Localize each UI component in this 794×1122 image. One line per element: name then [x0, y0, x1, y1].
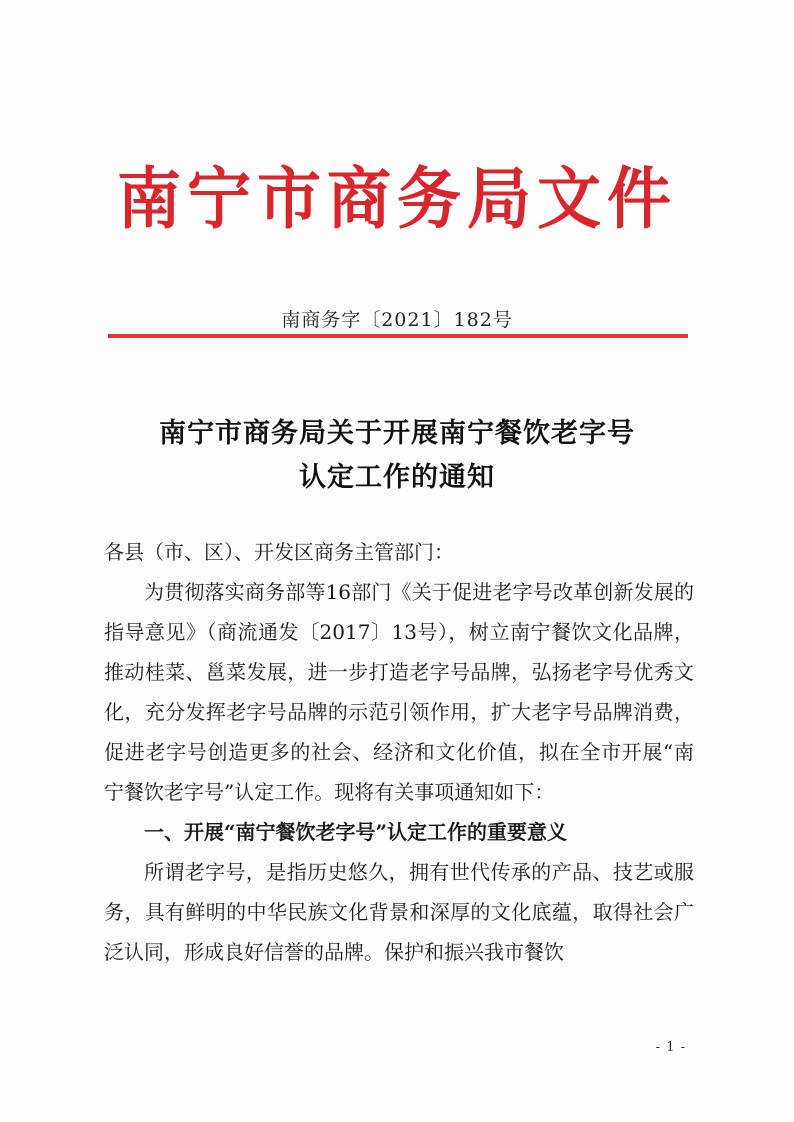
paragraph-intro: 为贯彻落实商务部等16部门《关于促进老字号改革创新发展的指导意见》（商流通发〔2017〕13号），树立南宁餐饮文化品牌，推动桂菜、邕菜发展，进一步打造老字号品牌，弘扬老字号优秀文化，充分发挥老字号品牌的示范引领作用，扩大老字号品牌消费，促进老字号创造更多的社会、经济和文化价值，拟在全市开展“南宁餐饮老字号”认定工作。现将有关事项通知如下：: [104, 580, 694, 804]
document-number: 南商务字〔2021〕182号: [281, 309, 513, 331]
red-divider-line: [108, 334, 688, 338]
document-title: [0, 412, 794, 500]
paragraph-section-1: 所谓老字号，是指历史悠久，拥有世代传承的产品、技艺或服务，具有鲜明的中华民族文化背景和深厚的文化底蕴，取得社会广泛认同，形成良好信誉的品牌。保护和振兴我市餐饮: [104, 860, 694, 964]
salutation: 各县（市、区）、开发区商务主管部门：: [104, 540, 454, 564]
document-masthead: 南宁市商务局文件: [117, 160, 677, 239]
section-heading-1: 一、开展“南宁餐饮老字号”认定工作的重要意义: [144, 820, 568, 844]
page-number: - 1 -: [655, 1040, 686, 1055]
title-line-2: 认定工作的通知: [299, 462, 495, 493]
document-body: [104, 532, 694, 972]
title-line-1: 南宁市商务局关于开展南宁餐饮老字号: [159, 418, 635, 449]
